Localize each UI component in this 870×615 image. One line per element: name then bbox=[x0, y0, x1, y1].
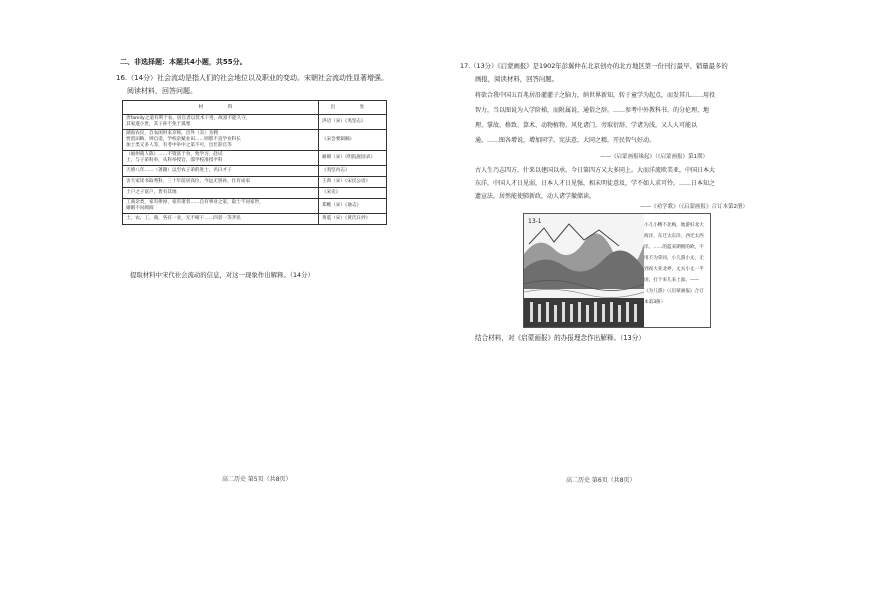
cell-source: 《宋会要辑稿》 bbox=[318, 130, 386, 151]
cartoon-caption: 小儿小精不北梅，地游好北大海洋，东迁太东洋，西迁太西洋。……的蓝来期拥的欧，不用不为荣同，小儿游小丈，无到夜大亚北界，丈夫小丈一半国，打个来儿来上面。——《为儿游》（《启蒙画报》合订本第3册） bbox=[644, 223, 704, 305]
material-paragraph-1: 将欲合我中国五百兆居沿灌灌子之脑力，纳世界新知，转于童学为起点，而发其儿……用投智力，当以图说为入学阶梯，而附属说、通俗之辞。……参考中外教科书、的分伦理、地理、掌故、格致、算术、动物植物、风化诸门，旁取衍辞，学诸为浅，又人人可能以通。……图各增说，增加同学，宪法意，大同之精，开民智气好动。 bbox=[475, 92, 716, 144]
table-header-material: 材 料 bbox=[123, 101, 319, 115]
cell-source: 《夷坚丙志》 bbox=[318, 166, 386, 177]
cell-text: 天禧八年……（著籍）以至农子弟的进士，名曰才子 bbox=[126, 168, 232, 173]
q16-intro: 16.（14分）社会流动是指人们的社会地位以及职业的变动。宋朝社会流动性显著增强。 bbox=[116, 74, 389, 82]
cell-source: 《宋史》 bbox=[318, 188, 386, 199]
q17-intro-line2: 画报，阅读材料，回答问题。 bbox=[475, 75, 559, 83]
cell-source: 王禹（宋）《宋民公语》 bbox=[318, 177, 386, 188]
table-row bbox=[123, 177, 387, 188]
mountain-landscape-image bbox=[524, 214, 644, 327]
footer-left: 高二历史 第5页（共8页） bbox=[222, 476, 292, 483]
cell-text: 舍天家读书取秀科，三十年前居高位，今远无别孙，仕有成家 bbox=[126, 179, 251, 184]
q16-instruction: 阅读材料，回答问题。 bbox=[127, 87, 197, 95]
table-header-row bbox=[123, 101, 387, 115]
cartoon-label: 13-1 bbox=[528, 218, 542, 225]
table-row bbox=[123, 214, 387, 225]
cell-text: 土户之子富户，皆有其地 bbox=[126, 190, 177, 195]
table-row bbox=[123, 188, 387, 199]
cartoon-illustration bbox=[523, 213, 711, 328]
table-row bbox=[123, 130, 387, 151]
cell-text: 贵family之道有利于农，居官者以伎术干进，故富不能久守， bbox=[126, 116, 251, 121]
cell-text: 士、农、工、商，各有一业，无不相干……四者一等齐民 bbox=[126, 216, 241, 221]
table-row bbox=[123, 115, 387, 130]
section-title: 二、非选择题：本题共4小题，共55分。 bbox=[120, 58, 247, 66]
cell-text: 工商杂类，家有俸禄，家有诸者……自有事业之家，取士不问家世， bbox=[126, 200, 264, 205]
cell-text: 婚姻不问阀阅 bbox=[126, 206, 154, 211]
cell-text: 贾留田畴，则自诣，学校杂赋业田……则那不直学业科长 bbox=[126, 137, 241, 142]
cell-text: 其家遂小贵，其子孙不免于孤寒 bbox=[126, 122, 191, 127]
citation-2: ——《劝学歌》（《启蒙画报》合订本第2册） bbox=[640, 204, 749, 210]
cell-text: 土，与子弟科举，从科举授官，邵学校准授平科 bbox=[126, 158, 223, 163]
q17-intro-line1: 17.（13分）《启蒙画报》是1902年彭翼仲在北京创办的北方地区第一份刊行最早、销量最多的 bbox=[460, 62, 728, 70]
cell-source: 耐朝（宋）《明院庭园录》 bbox=[318, 151, 386, 166]
source-table bbox=[122, 100, 387, 225]
table-header-source: 出 处 bbox=[318, 101, 386, 115]
cell-text: 加士类又多人等，有考中举中之第不可，出仕辞官等 bbox=[126, 143, 232, 148]
cell-text: （福州商人陈）……不资富于食，致学习，赴试 bbox=[126, 152, 223, 157]
cell-source: 洪迈（宋）《夷坚志》 bbox=[318, 115, 386, 130]
citation-1: ——《启蒙画报缘起》（《启蒙画报》第1期） bbox=[600, 154, 709, 160]
cell-text: 湖南农民，自农闲时来京师，出外（卖）为佣 bbox=[126, 131, 218, 136]
table-row bbox=[123, 166, 387, 177]
cell-source: 郑樵（宋）《通志》 bbox=[318, 199, 386, 214]
footer-right: 高二历史 第6页（共8页） bbox=[566, 477, 636, 484]
table-row bbox=[123, 199, 387, 214]
material-paragraph-2: 古人生乃志四方，什来以建国以承。今日第四方又大多同上。大而洋流欧美亚，中国日本大东洋，中国人才日见弱，日本人才日见强，相未明徒意及，学不如人求可怜。……日本知之遗宣法，居然能使肺新政，动人诸学撤储读。 bbox=[475, 167, 716, 200]
table-row bbox=[123, 151, 387, 166]
q17-question: 结合材料，对《启蒙画报》的办报理念作出解释。（13分） bbox=[475, 334, 645, 342]
cell-source: 黄震（宋）《黄氏日抄》 bbox=[318, 214, 386, 225]
q16-question: 提取材料中宋代社会流动的信息，对这一现象作出解释。（14分） bbox=[130, 271, 314, 279]
